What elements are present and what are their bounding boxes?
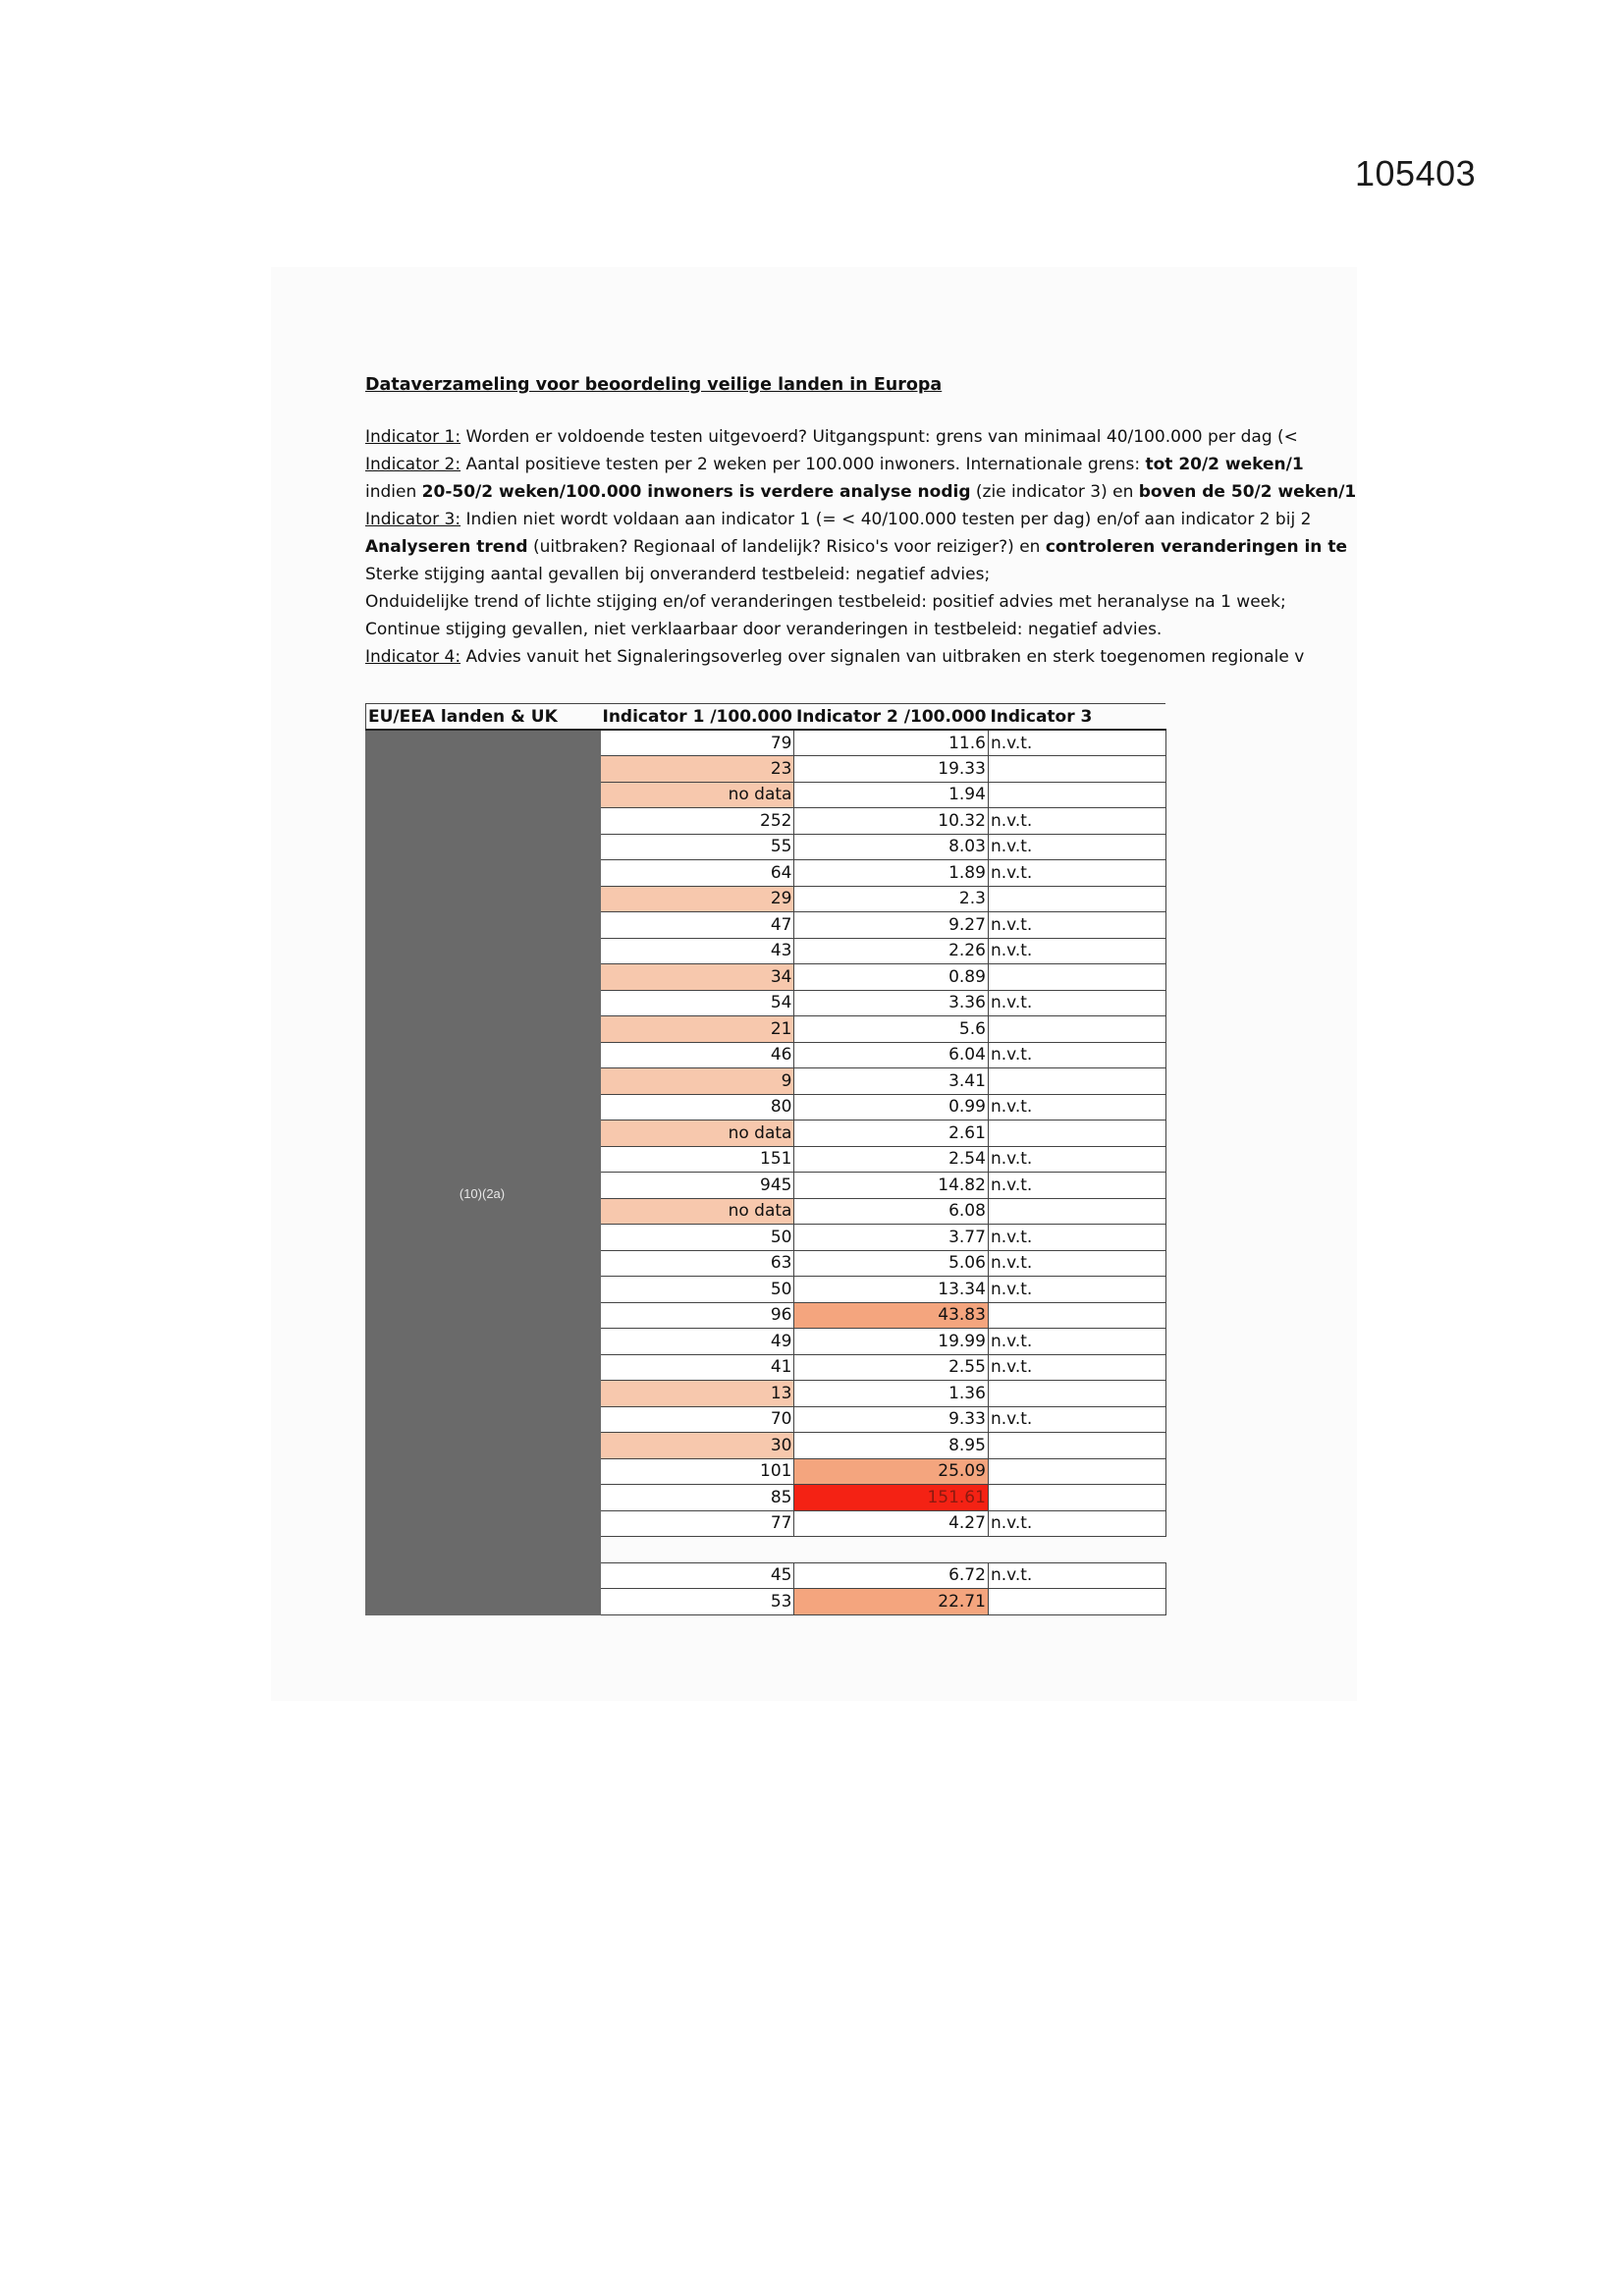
description-line <box>365 588 1286 616</box>
indicator-1-cell: 13 <box>601 1381 794 1407</box>
description-line <box>365 616 1286 643</box>
indicator-3-cell <box>988 1589 1165 1615</box>
description-line <box>365 423 1298 451</box>
indicator-1-cell: 64 <box>601 860 794 887</box>
indicator-1-cell: 9 <box>601 1068 794 1095</box>
indicator-2-cell: 1.89 <box>794 860 988 887</box>
indicator-3-cell: n.v.t. <box>988 808 1165 835</box>
indicator-1-cell: 151 <box>601 1146 794 1173</box>
line-text: Advies vanuit het Signaleringsoverleg over signalen van uitbraken en sterk toegenomen regionale v <box>460 647 1305 667</box>
indicator-2-cell: 6.08 <box>794 1198 988 1225</box>
indicator-1-cell: no data <box>601 1121 794 1147</box>
indicator-3-cell: n.v.t. <box>988 730 1165 756</box>
indicator-2-cell: 2.54 <box>794 1146 988 1173</box>
indicator-2-cell: 6.72 <box>794 1562 988 1589</box>
indicator-1-cell: 46 <box>601 1042 794 1068</box>
indicator-2-cell: 2.26 <box>794 938 988 964</box>
indicator-label: Indicator 2: <box>365 455 461 474</box>
indicator-2-cell: 2.3 <box>794 886 988 912</box>
indicator-description <box>365 423 1357 671</box>
indicator-1-cell: 30 <box>601 1433 794 1459</box>
indicator-2-cell: 9.33 <box>794 1406 988 1433</box>
indicator-3-cell: n.v.t. <box>988 1146 1165 1173</box>
indicator-1-cell: 53 <box>601 1589 794 1615</box>
indicator-1-cell: 49 <box>601 1329 794 1355</box>
indicator-1-cell: 85 <box>601 1485 794 1511</box>
indicator-1-cell: 79 <box>601 730 794 756</box>
indicator-3-cell <box>988 1068 1165 1095</box>
indicator-1-cell: 50 <box>601 1277 794 1303</box>
line-text: boven de 50/2 weken/1 <box>1138 482 1357 502</box>
description-line <box>365 561 1286 588</box>
description-line <box>365 478 1357 506</box>
indicator-1-cell: 47 <box>601 912 794 939</box>
indicator-2-cell: 2.55 <box>794 1354 988 1381</box>
indicator-1-cell: 945 <box>601 1173 794 1199</box>
indicator-2-cell: 9.27 <box>794 912 988 939</box>
indicator-3-cell <box>988 964 1165 991</box>
redaction-label: (10)(2a) <box>459 1186 506 1201</box>
indicator-1-cell: 41 <box>601 1354 794 1381</box>
redacted-country-column <box>366 730 601 1614</box>
line-text: (uitbraken? Regionaal of landelijk? Risico's voor reiziger?) en <box>527 537 1046 557</box>
line-text: Sterke stijging aantal gevallen bij onveranderd testbeleid: negatief advies; <box>365 565 991 584</box>
indicator-3-cell: n.v.t. <box>988 860 1165 887</box>
indicator-2-cell: 8.03 <box>794 834 988 860</box>
indicator-3-cell: n.v.t. <box>988 834 1165 860</box>
indicator-1-cell: 63 <box>601 1250 794 1277</box>
indicator-2-cell: 5.06 <box>794 1250 988 1277</box>
indicator-2-cell: 0.89 <box>794 964 988 991</box>
empty-cell <box>794 1537 988 1563</box>
indicator-1-cell: 55 <box>601 834 794 860</box>
indicator-1-cell: 101 <box>601 1458 794 1485</box>
indicator-2-cell: 0.99 <box>794 1094 988 1121</box>
indicator-3-cell <box>988 782 1165 808</box>
indicator-2-cell: 25.09 <box>794 1458 988 1485</box>
indicator-1-cell: 96 <box>601 1302 794 1329</box>
indicator-2-cell: 6.04 <box>794 1042 988 1068</box>
indicator-1-cell: 252 <box>601 808 794 835</box>
indicator-3-cell <box>988 886 1165 912</box>
indicator-1-cell: 34 <box>601 964 794 991</box>
line-text: Aantal positieve testen per 2 weken per 100.000 inwoners. Internationale grens: <box>460 455 1146 474</box>
indicator-2-cell: 151.61 <box>794 1485 988 1511</box>
indicator-3-cell <box>988 1485 1165 1511</box>
indicator-2-cell: 2.61 <box>794 1121 988 1147</box>
line-text: tot 20/2 weken/1 <box>1145 455 1304 474</box>
line-text: 20-50/2 weken/100.000 inwoners is verdere analyse nodig <box>421 482 971 502</box>
description-line <box>365 506 1312 533</box>
table-header-row <box>366 704 1166 731</box>
indicator-label: Indicator 1: <box>365 427 461 447</box>
indicator-2-cell: 11.6 <box>794 730 988 756</box>
line-text: (zie indicator 3) en <box>970 482 1139 502</box>
indicator-3-cell <box>988 1198 1165 1225</box>
indicator-3-cell: n.v.t. <box>988 1277 1165 1303</box>
indicator-3-cell: n.v.t. <box>988 1562 1165 1589</box>
line-text: Onduidelijke trend of lichte stijging en/of veranderingen testbeleid: positief advies met heranalyse na 1 week; <box>365 592 1286 612</box>
indicator-1-cell: 45 <box>601 1562 794 1589</box>
header-indicator-3: Indicator 3 <box>988 704 1165 731</box>
line-text: Analyseren trend <box>365 537 528 557</box>
line-text: indien <box>365 482 422 502</box>
indicator-1-cell: 80 <box>601 1094 794 1121</box>
indicator-3-cell <box>988 1433 1165 1459</box>
indicator-2-cell: 1.36 <box>794 1381 988 1407</box>
indicator-3-cell <box>988 756 1165 783</box>
table-row <box>366 730 1166 756</box>
indicator-table <box>365 703 1166 1615</box>
line-text: Indien niet wordt voldaan aan indicator 1 (= < 40/100.000 testen per dag) en/of aan indicator 2 bij 2 <box>460 510 1312 529</box>
indicator-1-cell: no data <box>601 782 794 808</box>
indicator-3-cell <box>988 1458 1165 1485</box>
indicator-3-cell <box>988 1121 1165 1147</box>
indicator-2-cell: 43.83 <box>794 1302 988 1329</box>
indicator-2-cell: 3.41 <box>794 1068 988 1095</box>
indicator-2-cell: 19.99 <box>794 1329 988 1355</box>
indicator-2-cell: 5.6 <box>794 1016 988 1043</box>
indicator-3-cell: n.v.t. <box>988 1329 1165 1355</box>
description-line <box>365 451 1304 478</box>
document-body <box>365 374 1357 671</box>
indicator-3-cell: n.v.t. <box>988 1406 1165 1433</box>
indicator-3-cell: n.v.t. <box>988 1225 1165 1251</box>
line-text: Continue stijging gevallen, niet verklaarbaar door veranderingen in testbeleid: negatief advies. <box>365 620 1163 639</box>
indicator-1-cell: 23 <box>601 756 794 783</box>
line-text: controleren veranderingen in te <box>1045 537 1347 557</box>
indicator-3-cell: n.v.t. <box>988 990 1165 1016</box>
empty-cell <box>601 1537 794 1563</box>
document-title: Dataverzameling voor beoordeling veilige landen in Europa <box>365 375 943 395</box>
indicator-1-cell: 77 <box>601 1510 794 1537</box>
indicator-2-cell: 3.77 <box>794 1225 988 1251</box>
indicator-2-cell: 10.32 <box>794 808 988 835</box>
document-number: 105403 <box>1355 153 1477 193</box>
indicator-2-cell: 19.33 <box>794 756 988 783</box>
indicator-label: Indicator 4: <box>365 647 461 667</box>
indicator-3-cell: n.v.t. <box>988 1173 1165 1199</box>
indicator-2-cell: 14.82 <box>794 1173 988 1199</box>
indicator-3-cell <box>988 1302 1165 1329</box>
indicator-1-cell: 50 <box>601 1225 794 1251</box>
indicator-3-cell: n.v.t. <box>988 1510 1165 1537</box>
indicator-label: Indicator 3: <box>365 510 461 529</box>
indicator-2-cell: 13.34 <box>794 1277 988 1303</box>
empty-cell <box>988 1537 1165 1563</box>
indicator-3-cell: n.v.t. <box>988 1354 1165 1381</box>
indicator-1-cell: 29 <box>601 886 794 912</box>
header-indicator-2: Indicator 2 /100.000 <box>794 704 988 731</box>
indicator-3-cell: n.v.t. <box>988 1250 1165 1277</box>
indicator-3-cell: n.v.t. <box>988 938 1165 964</box>
description-line <box>365 643 1305 671</box>
indicator-2-cell: 8.95 <box>794 1433 988 1459</box>
line-text: Worden er voldoende testen uitgevoerd? Uitgangspunt: grens van minimaal 40/100.000 per dag (< <box>460 427 1298 447</box>
indicator-3-cell: n.v.t. <box>988 1042 1165 1068</box>
indicator-1-cell: 54 <box>601 990 794 1016</box>
indicator-3-cell <box>988 1016 1165 1043</box>
header-indicator-1: Indicator 1 /100.000 <box>601 704 794 731</box>
indicator-2-cell: 22.71 <box>794 1589 988 1615</box>
header-countries: EU/EEA landen & UK <box>366 704 601 731</box>
indicator-1-cell: 70 <box>601 1406 794 1433</box>
indicator-3-cell: n.v.t. <box>988 912 1165 939</box>
indicator-3-cell <box>988 1381 1165 1407</box>
indicator-1-cell: no data <box>601 1198 794 1225</box>
description-line <box>365 533 1347 561</box>
indicator-1-cell: 43 <box>601 938 794 964</box>
indicator-2-cell: 4.27 <box>794 1510 988 1537</box>
indicator-2-cell: 3.36 <box>794 990 988 1016</box>
indicator-2-cell: 1.94 <box>794 782 988 808</box>
indicator-3-cell: n.v.t. <box>988 1094 1165 1121</box>
indicator-1-cell: 21 <box>601 1016 794 1043</box>
